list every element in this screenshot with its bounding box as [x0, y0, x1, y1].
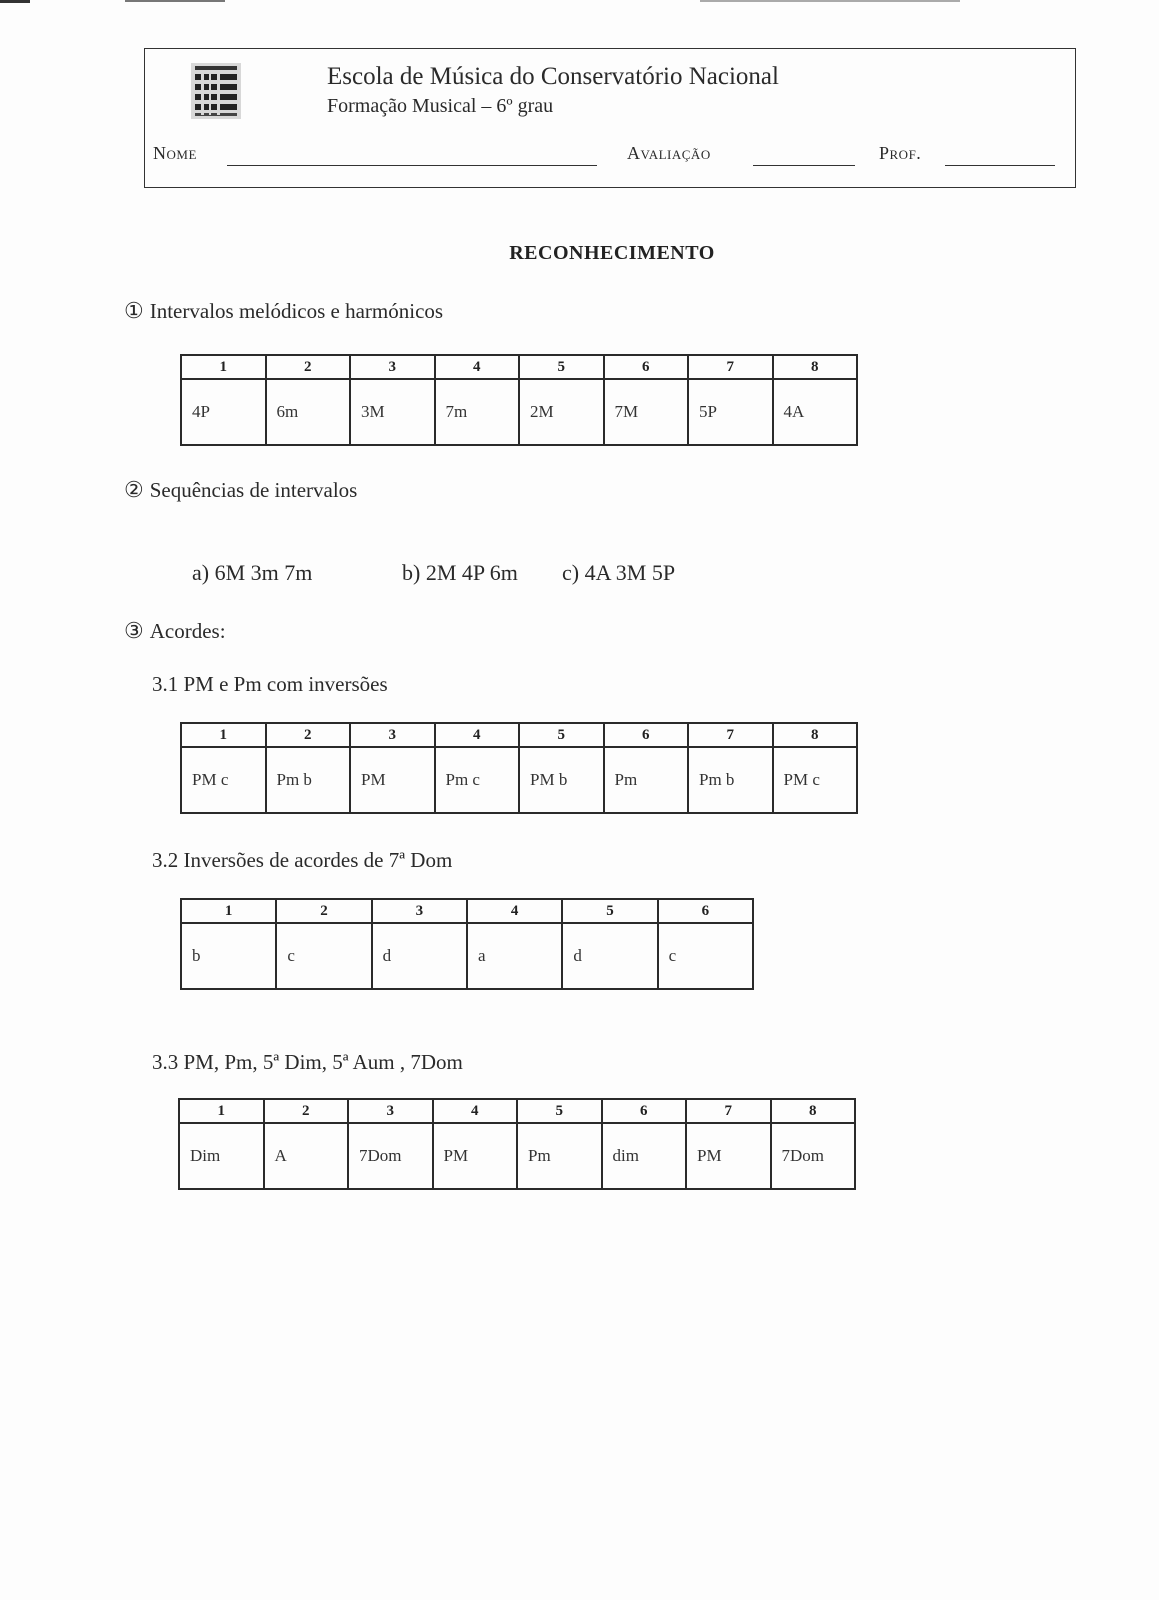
sequence-a: a) 6M 3m 7m [192, 560, 313, 585]
section-1-heading [124, 298, 443, 324]
column-header: 8 [771, 1099, 856, 1123]
column-header: 6 [658, 899, 753, 923]
intervals-table [180, 354, 858, 446]
column-header: 3 [350, 723, 435, 747]
scan-mark [125, 0, 225, 2]
answer-cell: Pm c [435, 747, 520, 813]
column-header: 1 [179, 1099, 264, 1123]
answer-cell: c [658, 923, 753, 989]
section-1-title: Intervalos melódicos e harmónicos [149, 299, 444, 323]
column-header: 2 [266, 355, 351, 379]
column-header: 1 [181, 723, 266, 747]
chord-types-table [178, 1098, 856, 1190]
course-title: Formação Musical – 6º grau [327, 95, 554, 117]
header-box [144, 48, 1076, 188]
answer-cell: 7m [435, 379, 520, 445]
name-field[interactable] [227, 165, 597, 166]
column-header: 4 [435, 723, 520, 747]
column-header: 5 [519, 355, 604, 379]
answer-cell: d [372, 923, 467, 989]
column-header: 7 [688, 355, 773, 379]
answer-cell: Pm [604, 747, 689, 813]
column-header: 2 [266, 723, 351, 747]
answer-cell: 5P [688, 379, 773, 445]
column-header: 6 [604, 355, 689, 379]
answer-cell: PM [433, 1123, 518, 1189]
column-header: 3 [348, 1099, 433, 1123]
column-header: 5 [517, 1099, 602, 1123]
answer-cell: PM b [519, 747, 604, 813]
section-3-heading [124, 618, 226, 644]
answer-cell: PM c [181, 747, 266, 813]
teacher-field[interactable] [945, 165, 1055, 166]
section-2-title: Sequências de intervalos [149, 478, 358, 502]
column-header: 5 [562, 899, 657, 923]
evaluation-label: Avaliação [627, 143, 711, 163]
column-header: 8 [773, 355, 858, 379]
section-3-number: ③ [124, 618, 144, 643]
column-header: 3 [372, 899, 467, 923]
answer-cell: Dim [179, 1123, 264, 1189]
answer-cell: 4P [181, 379, 266, 445]
answer-cell: 7M [604, 379, 689, 445]
answer-cell: 3M [350, 379, 435, 445]
sequence-c: c) 4A 3M 5P [562, 560, 676, 585]
chords-table [180, 722, 858, 814]
column-header: 1 [181, 355, 266, 379]
answer-cell: Pm b [266, 747, 351, 813]
column-header: 4 [433, 1099, 518, 1123]
answer-cell: dim [602, 1123, 687, 1189]
name-label: Nome [153, 143, 197, 163]
sequence-b: b) 2M 4P 6m [402, 560, 518, 585]
answer-cell: 7Dom [348, 1123, 433, 1189]
column-header: 4 [435, 355, 520, 379]
column-header: 5 [519, 723, 604, 747]
answer-cell: PM [350, 747, 435, 813]
answer-cell: Pm [517, 1123, 602, 1189]
answer-cell: 6m [266, 379, 351, 445]
school-name: Escola de Música do Conservatório Nacional [327, 63, 779, 90]
evaluation-field[interactable] [753, 165, 855, 166]
teacher-label: Prof. [879, 143, 922, 163]
column-header: 2 [276, 899, 371, 923]
subsection-3-2-heading: 3.2 Inversões de acordes de 7ª Dom [152, 848, 453, 872]
section-2-heading [124, 477, 357, 503]
answer-cell: PM [686, 1123, 771, 1189]
column-header: 8 [773, 723, 858, 747]
section-1-number: ① [124, 298, 144, 323]
page-title: RECONHECIMENTO [509, 242, 715, 264]
section-3-title: Acordes: [149, 619, 226, 643]
answer-cell: d [562, 923, 657, 989]
column-header: 7 [688, 723, 773, 747]
answer-cell: b [181, 923, 276, 989]
scan-mark [0, 0, 30, 3]
column-header: 6 [604, 723, 689, 747]
column-header: 1 [181, 899, 276, 923]
column-header: 2 [264, 1099, 349, 1123]
dominant-inversions-table [180, 898, 754, 990]
answer-cell: 4A [773, 379, 858, 445]
answer-cell: A [264, 1123, 349, 1189]
answer-cell: Pm b [688, 747, 773, 813]
subsection-3-3-heading: 3.3 PM, Pm, 5ª Dim, 5ª Aum , 7Dom [152, 1050, 463, 1074]
answer-cell: c [276, 923, 371, 989]
column-header: 6 [602, 1099, 687, 1123]
section-2-number: ② [124, 477, 144, 502]
answer-cell: 2M [519, 379, 604, 445]
school-logo [191, 63, 241, 119]
answer-cell: a [467, 923, 562, 989]
column-header: 7 [686, 1099, 771, 1123]
subsection-3-1-heading: 3.1 PM e Pm com inversões [152, 672, 388, 696]
scan-mark [700, 0, 960, 2]
column-header: 4 [467, 899, 562, 923]
answer-cell: 7Dom [771, 1123, 856, 1189]
answer-cell: PM c [773, 747, 858, 813]
column-header: 3 [350, 355, 435, 379]
